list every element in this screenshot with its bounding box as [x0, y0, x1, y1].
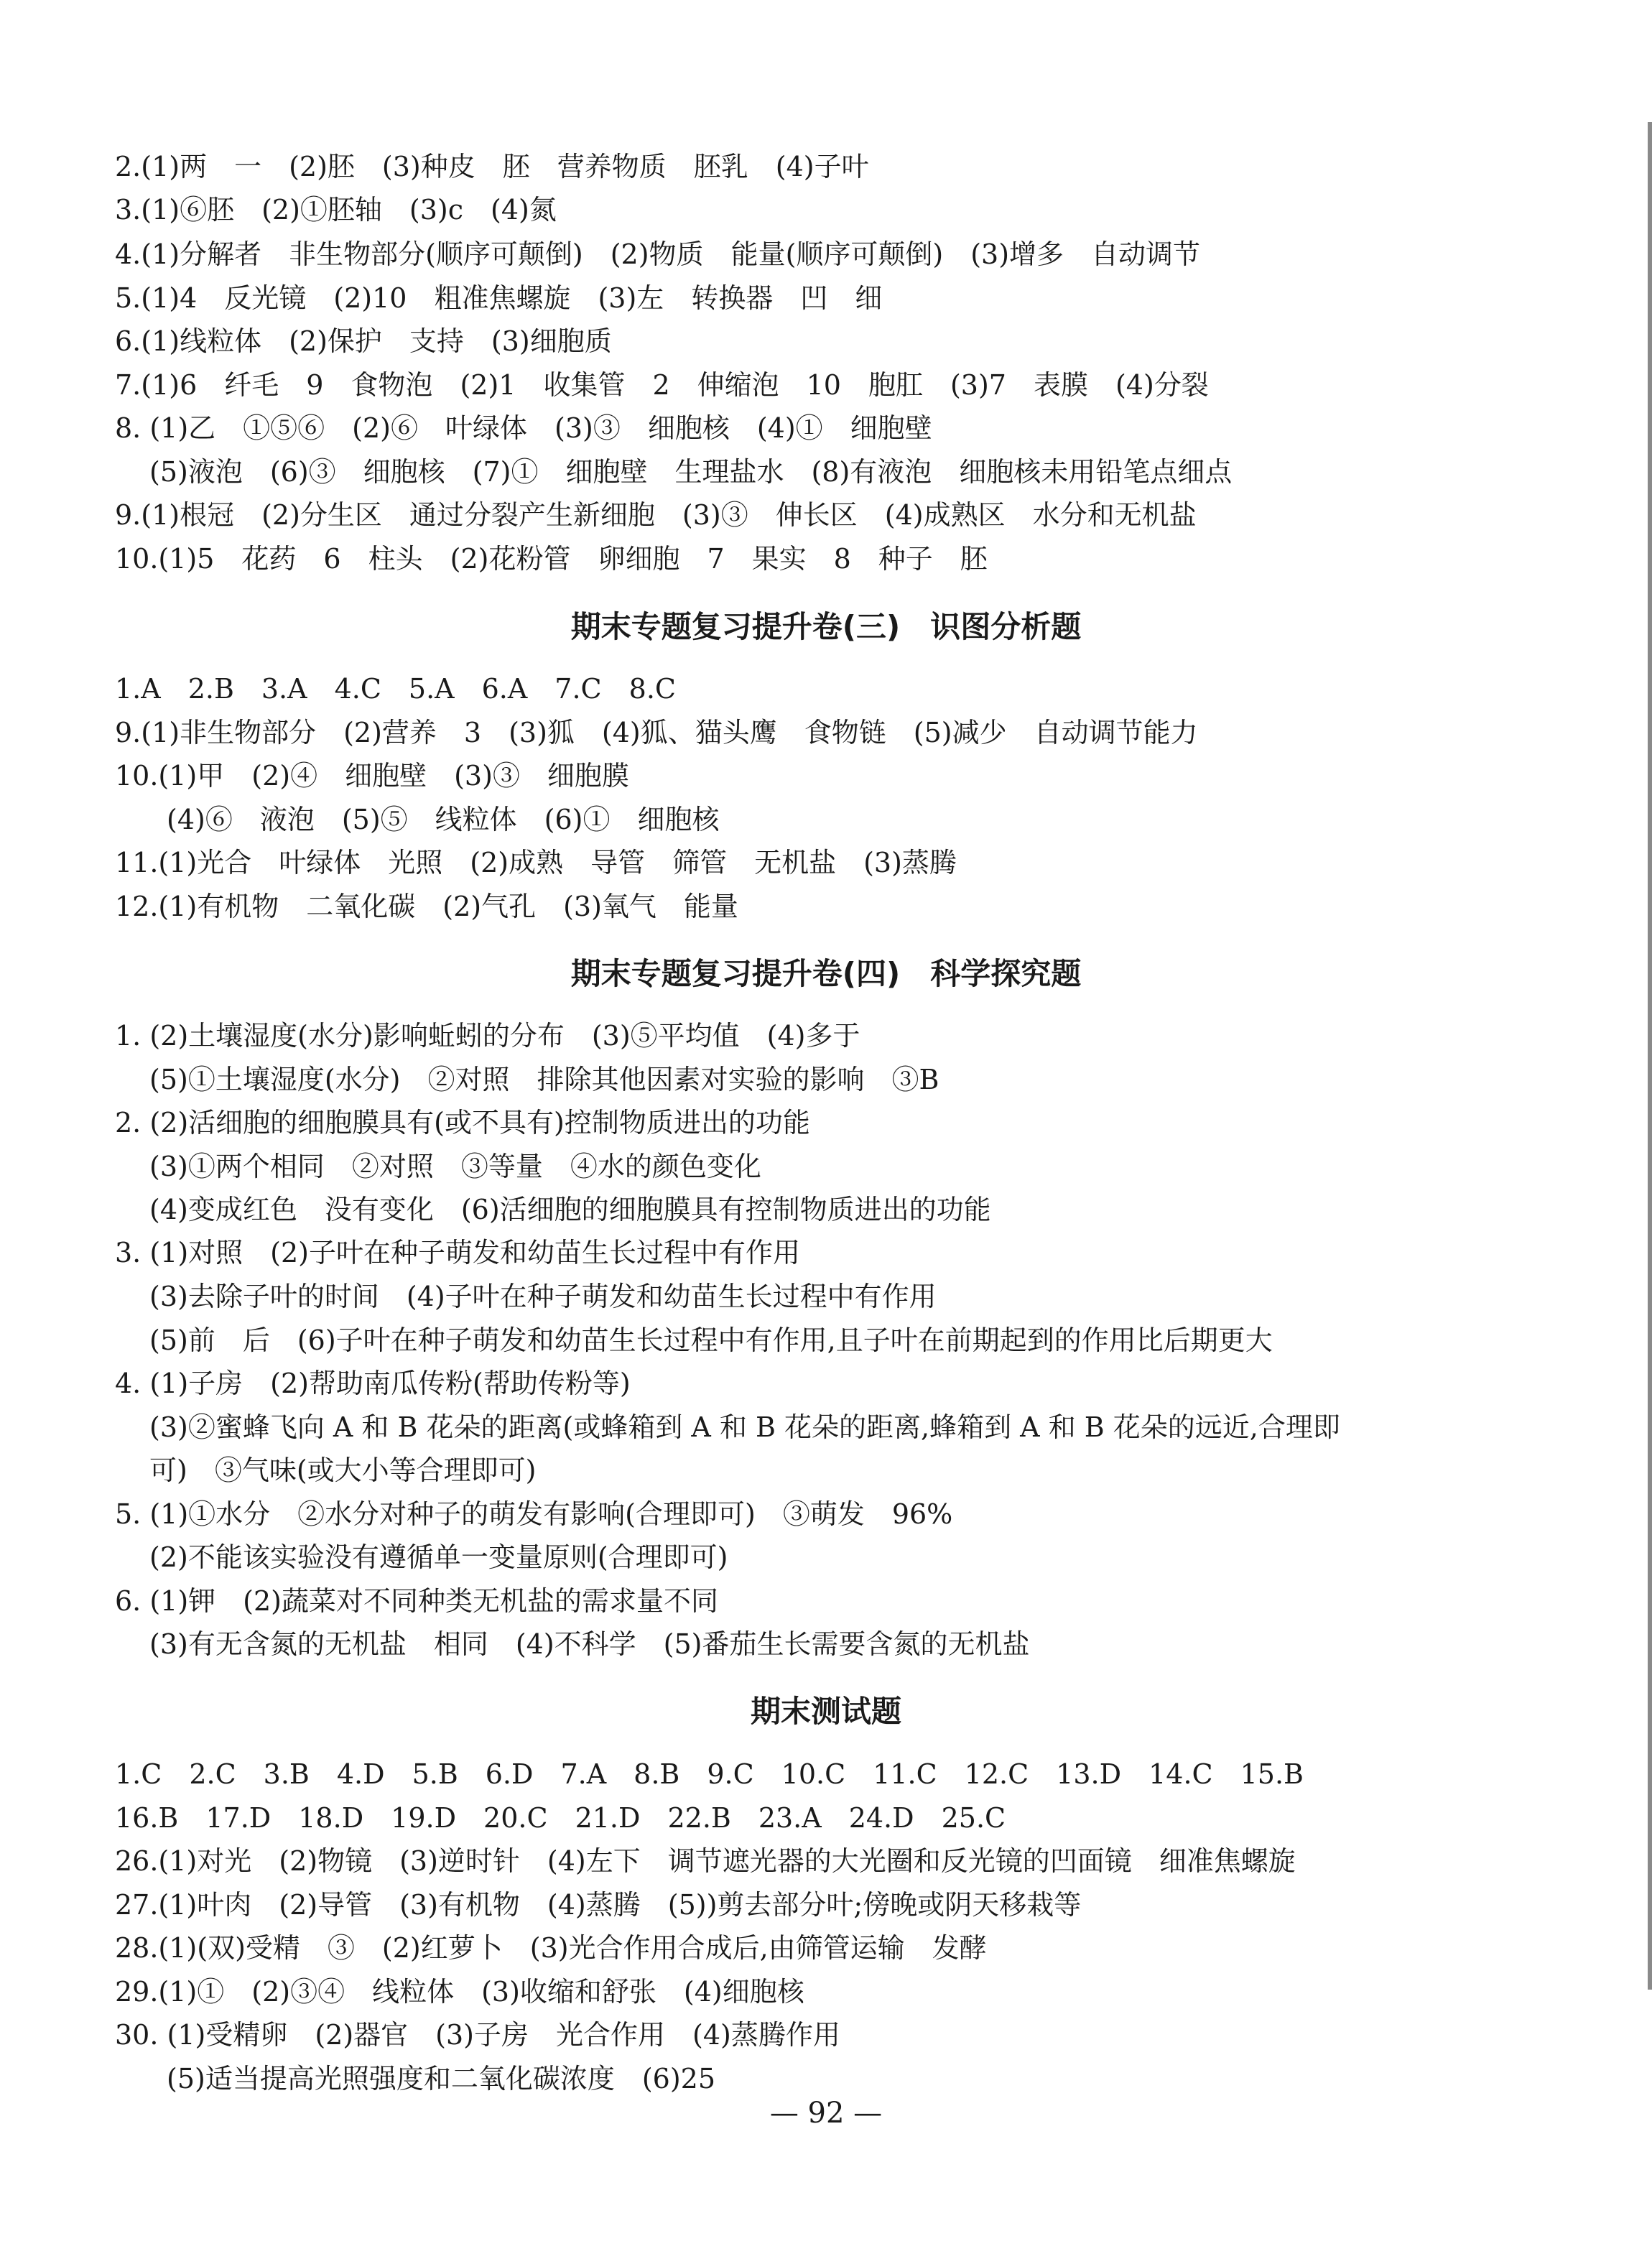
answer-line: (5)适当提高光照强度和二氧化碳浓度 (6)25 [167, 2063, 716, 2094]
answer-line: (2)不能该实验没有遵循单一变量原则(合理即可) [149, 1541, 728, 1573]
answer-line: 26.(1)对光 (2)物镜 (3)逆时针 (4)左下 调节遮光器的大光圈和反光镜的凹面镜 细准焦螺旋 [115, 1845, 1296, 1877]
answer-line: (3)去除子叶的时间 (4)子叶在种子萌发和幼苗生长过程中有作用 [149, 1281, 937, 1312]
answer-line: 4.(1)分解者 非生物部分(顺序可颠倒) (2)物质 能量(顺序可颠倒) (3)增多 自动调节 [115, 238, 1201, 270]
answer-line: (3)有无含氮的无机盐 相同 (4)不科学 (5)番茄生长需要含氮的无机盐 [149, 1628, 1030, 1660]
answer-line: (5)前 后 (6)子叶在种子萌发和幼苗生长过程中有作用,且子叶在前期起到的作用比后期更大 [149, 1324, 1273, 1356]
answer-line: 12.(1)有机物 二氧化碳 (2)气孔 (3)氧气 能量 [115, 891, 738, 922]
answer-line: 5.(1)4 反光镜 (2)10 粗准焦螺旋 (3)左 转换器 凹 细 [115, 282, 883, 314]
answer-line: 29.(1)① (2)③④ 线粒体 (3)收缩和舒张 (4)细胞核 [115, 1976, 804, 2008]
answer-line: (4)⑥ 液泡 (5)⑤ 线粒体 (6)① 细胞核 [167, 804, 720, 835]
answer-line: 1.C 2.C 3.B 4.D 5.B 6.D 7.A 8.B 9.C 10.C 11.C 12.C 13.D 14.C 15.B [115, 1758, 1304, 1790]
section-title: 期末专题复习提升卷(四) 科学探究题 [570, 956, 1082, 991]
answer-line: 9.(1)根冠 (2)分生区 通过分裂产生新细胞 (3)③ 伸长区 (4)成熟区 水分和无机盐 [115, 499, 1197, 531]
answer-line: (4)变成红色 没有变化 (6)活细胞的细胞膜具有控制物质进出的功能 [149, 1194, 991, 1225]
answer-line: 2.(1)两 一 (2)胚 (3)种皮 胚 营养物质 胚乳 (4)子叶 [115, 151, 869, 182]
page-number: — 92 — [769, 2097, 883, 2130]
answer-line: (5)液泡 (6)③ 细胞核 (7)① 细胞壁 生理盐水 (8)有液泡 细胞核未用铅笔点细点 [149, 456, 1233, 488]
answer-line: 10.(1)甲 (2)④ 细胞壁 (3)③ 细胞膜 [115, 760, 629, 792]
answer-line: 可) ③气味(或大小等合理即可) [149, 1455, 537, 1486]
answer-line: 16.B 17.D 18.D 19.D 20.C 21.D 22.B 23.A 24.D 25.C [115, 1802, 1006, 1834]
answer-line: 30. (1)受精卵 (2)器官 (3)子房 光合作用 (4)蒸腾作用 [115, 2019, 840, 2051]
section-title: 期末测试题 [750, 1694, 901, 1729]
section-title: 期末专题复习提升卷(三) 识图分析题 [570, 609, 1082, 644]
answer-line: 28.(1)(双)受精 ③ (2)红萝卜 (3)光合作用合成后,由筛管运输 发酵 [115, 1932, 987, 1964]
answer-line: 11.(1)光合 叶绿体 光照 (2)成熟 导管 筛管 无机盐 (3)蒸腾 [115, 847, 957, 878]
answer-line: 1.A 2.B 3.A 4.C 5.A 6.A 7.C 8.C [115, 673, 676, 705]
answer-line: 2. (2)活细胞的细胞膜具有(或不具有)控制物质进出的功能 [115, 1107, 810, 1138]
answer-line: 3.(1)⑥胚 (2)①胚轴 (3)c (4)氮 [115, 194, 557, 226]
answer-line: 3. (1)对照 (2)子叶在种子萌发和幼苗生长过程中有作用 [115, 1237, 800, 1268]
answer-line: (3)②蜜蜂飞向 A 和 B 花朵的距离(或蜂箱到 A 和 B 花朵的距离,蜂箱到 A 和 B 花朵的远近,合理即 [149, 1411, 1340, 1443]
answer-line: 7.(1)6 纤毛 9 食物泡 (2)1 收集管 2 伸缩泡 10 胞肛 (3)7 表膜 (4)分裂 [115, 369, 1209, 401]
answer-line: (5)①土壤湿度(水分) ②对照 排除其他因素对实验的影响 ③B [149, 1064, 939, 1095]
answer-line: 4. (1)子房 (2)帮助南瓜传粉(帮助传粉等) [115, 1368, 631, 1399]
answer-line: 5. (1)①水分 ②水分对种子的萌发有影响(合理即可) ③萌发 96% [115, 1498, 953, 1530]
answer-line: 1. (2)土壤湿度(水分)影响蚯蚓的分布 (3)⑤平均值 (4)多于 [115, 1020, 860, 1052]
answer-line: 10.(1)5 花药 6 柱头 (2)花粉管 卵细胞 7 果实 8 种子 胚 [115, 543, 988, 575]
answer-line: 8. (1)乙 ①⑤⑥ (2)⑥ 叶绿体 (3)③ 细胞核 (4)① 细胞壁 [115, 412, 932, 444]
answer-line: 9.(1)非生物部分 (2)营养 3 (3)狐 (4)狐、猫头鹰 食物链 (5)减少 自动调节能力 [115, 717, 1198, 748]
answer-line: 6.(1)线粒体 (2)保护 支持 (3)细胞质 [115, 325, 612, 357]
answer-line: 27.(1)叶肉 (2)导管 (3)有机物 (4)蒸腾 (5))剪去部分叶;傍晚或阴天移栽等 [115, 1889, 1082, 1921]
answer-line: (3)①两个相同 ②对照 ③等量 ④水的颜色变化 [149, 1151, 761, 1182]
scan-edge-shadow [1648, 122, 1652, 1990]
answer-line: 6. (1)钾 (2)蔬菜对不同种类无机盐的需求量不同 [115, 1585, 718, 1617]
